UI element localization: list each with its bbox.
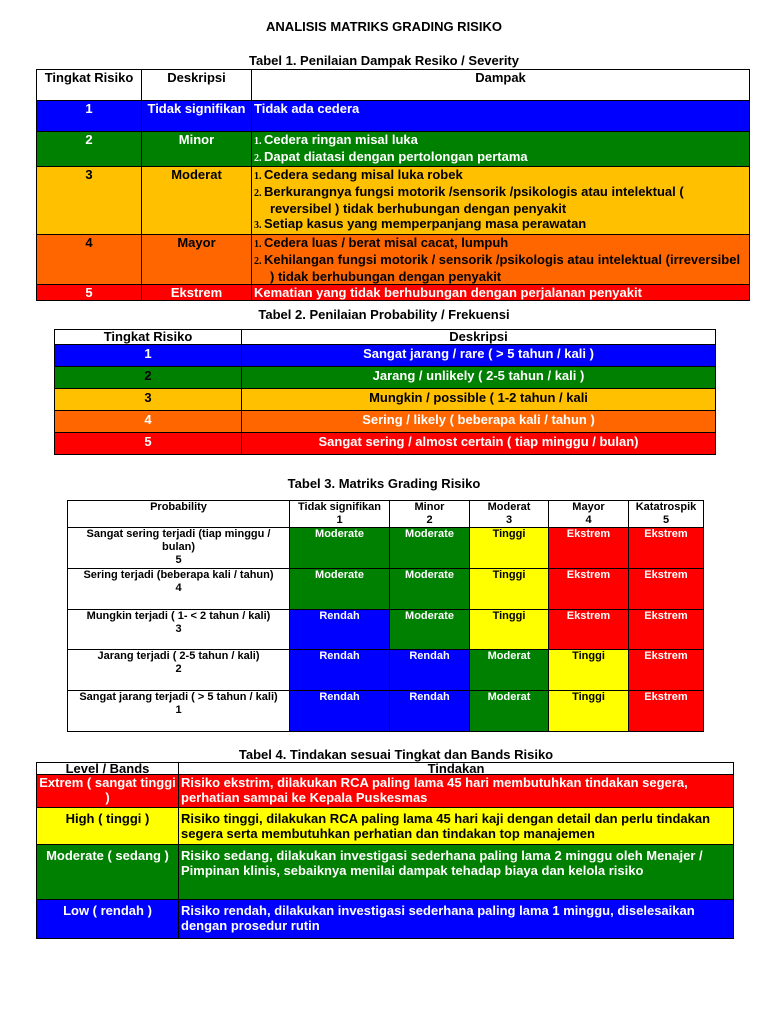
matrix-row <box>68 691 704 732</box>
matrix-cell: Tinggi <box>549 691 629 732</box>
t2-row <box>55 345 716 367</box>
matrix-cell: Moderat <box>470 691 549 732</box>
t1-impact: Tidak ada cedera <box>252 101 750 132</box>
matrix-cell: Rendah <box>290 691 390 732</box>
matrix-cell: Moderate <box>390 610 470 650</box>
matrix-cell: Tinggi <box>470 610 549 650</box>
t2-row <box>55 367 716 389</box>
t4-level: Extrem ( sangat tinggi ) <box>37 775 179 808</box>
matrix-row <box>68 650 704 691</box>
matrix-col-header <box>629 501 704 528</box>
matrix-col-num: 3 <box>505 514 513 526</box>
matrix-cell: Moderat <box>470 650 549 691</box>
matrix-row-label <box>68 691 290 732</box>
document-title: ANALISIS MATRIKS GRADING RISIKO <box>266 19 502 34</box>
t1-desc: Moderat <box>142 167 252 235</box>
matrix-row-num: 3 <box>175 623 182 635</box>
t1-level: 2 <box>37 132 142 167</box>
matrix-cell: Rendah <box>390 691 470 732</box>
matrix-row-text: Mungkin terjadi ( 1- < 2 tahun / kali) <box>86 610 271 622</box>
t1-impact <box>252 132 750 167</box>
matrix-cell: Rendah <box>290 610 390 650</box>
matrix-cell: Ekstrem <box>629 610 704 650</box>
matrix-row <box>68 528 704 569</box>
t1-impact-item: Cedera ringan misal luka <box>264 132 418 147</box>
matrix-col-header <box>549 501 629 528</box>
matrix-row <box>68 569 704 610</box>
table3-caption: Tabel 3. Matriks Grading Risiko <box>287 476 481 491</box>
t4-level: Low ( rendah ) <box>37 900 179 939</box>
matrix-col-name: Tidak signifikan <box>298 501 381 513</box>
t1-desc: Ekstrem <box>142 285 252 301</box>
matrix-row-label <box>68 528 290 569</box>
t4-action: Risiko ekstrim, dilakukan RCA paling lama 45 hari membutuhkan tindakan segera, perhatian sampai ke Kepala Puskesmas <box>179 775 734 808</box>
t1-level: 1 <box>37 101 142 132</box>
t2-desc: Sering / likely ( beberapa kali / tahun ) <box>242 411 716 433</box>
t4-action: Risiko rendah, dilakukan investigasi sederhana paling lama 1 minggu, diselesaikan dengan prosedur rutin <box>179 900 734 939</box>
matrix-cell: Moderate <box>390 528 470 569</box>
t1-desc: Minor <box>142 132 252 167</box>
t1-impact <box>252 167 750 235</box>
t4-level: Moderate ( sedang ) <box>37 845 179 900</box>
matrix-col-header <box>470 501 549 528</box>
matrix-row-num: 2 <box>175 663 182 675</box>
matrix-row <box>68 610 704 650</box>
t1-level: 3 <box>37 167 142 235</box>
t2-header-desc: Deskripsi <box>242 330 716 345</box>
matrix-col-header <box>390 501 470 528</box>
t1-impact-item: Berkurangnya fungsi motorik /sensorik /psikologis atau intelektual ( reversibel ) tidak berhubungan dengan penyakit <box>264 184 684 216</box>
matrix-col-name: Moderat <box>487 501 531 513</box>
t2-level: 1 <box>55 345 242 367</box>
severity-table <box>36 69 750 301</box>
table4-caption: Tabel 4. Tindakan sesuai Tingkat dan Bands Risiko <box>238 747 554 762</box>
matrix-col-num: 2 <box>426 514 433 526</box>
matrix-row-text: Sangat jarang terjadi ( > 5 tahun / kali) <box>79 691 278 703</box>
matrix-row-text: Jarang terjadi ( 2-5 tahun / kali) <box>97 650 260 662</box>
t1-level: 5 <box>37 285 142 301</box>
t2-header-level: Tingkat Risiko <box>55 330 242 345</box>
matrix-cell: Ekstrem <box>629 691 704 732</box>
t1-impact-item: Dapat diatasi dengan pertolongan pertama <box>264 149 528 164</box>
matrix-row-label <box>68 569 290 610</box>
grading-matrix <box>67 500 704 732</box>
t1-impact-item: Kehilangan fungsi motorik / sensorik /psikologis atau intelektual (irreversibel ) tidak berhubungan dengan penyakit <box>264 252 741 284</box>
matrix-row-num: 5 <box>175 554 182 566</box>
matrix-cell: Moderate <box>290 569 390 610</box>
t2-desc: Sangat jarang / rare ( > 5 tahun / kali ) <box>242 345 716 367</box>
t1-desc: Tidak signifikan <box>142 101 252 132</box>
t2-desc: Sangat sering / almost certain ( tiap minggu / bulan) <box>242 433 716 455</box>
matrix-cell: Ekstrem <box>629 650 704 691</box>
t4-header-action: Tindakan <box>179 763 734 775</box>
actions-table <box>36 762 734 939</box>
matrix-cell: Moderate <box>390 569 470 610</box>
matrix-cell: Ekstrem <box>549 610 629 650</box>
t4-action: Risiko tinggi, dilakukan RCA paling lama 45 hari kaji dengan detail dan perlu tindakan segera serta membutuhkan perhatian dan tindakan top manajemen <box>179 808 734 845</box>
matrix-col-num: 1 <box>336 514 343 526</box>
t2-level: 5 <box>55 433 242 455</box>
t2-level: 4 <box>55 411 242 433</box>
table1-caption: Tabel 1. Penilaian Dampak Resiko / Severity <box>249 53 519 68</box>
t1-impact <box>252 235 750 285</box>
t2-desc: Jarang / unlikely ( 2-5 tahun / kali ) <box>242 367 716 389</box>
t1-row <box>37 132 750 167</box>
matrix-cell: Ekstrem <box>549 528 629 569</box>
t1-impact: Kematian yang tidak berhubungan dengan perjalanan penyakit <box>252 285 750 301</box>
matrix-corner: Probability <box>68 501 290 528</box>
t1-header-desc: Deskripsi <box>142 70 252 101</box>
t1-header-level: Tingkat Risiko <box>37 70 142 101</box>
t4-action: Risiko sedang, dilakukan investigasi sederhana paling lama 2 minggu oleh Menajer / Pimpinan klinis, sebaiknya menilai dampak tehadap biaya dan kelola risiko <box>179 845 734 900</box>
matrix-cell: Moderate <box>290 528 390 569</box>
matrix-row-num: 4 <box>175 582 182 594</box>
matrix-row-num: 1 <box>175 704 182 716</box>
matrix-row-text: Sangat sering terjadi (tiap minggu / bulan) <box>86 528 271 553</box>
t1-level: 4 <box>37 235 142 285</box>
matrix-col-num: 4 <box>585 514 592 526</box>
t4-row <box>37 808 734 845</box>
matrix-cell: Tinggi <box>470 569 549 610</box>
t1-impact-item: Cedera sedang misal luka robek <box>264 167 463 182</box>
matrix-cell: Tinggi <box>549 650 629 691</box>
t1-impact-item: Cedera luas / berat misal cacat, lumpuh <box>264 235 509 250</box>
t1-row <box>37 235 750 285</box>
matrix-cell: Ekstrem <box>629 528 704 569</box>
matrix-col-name: Katatrospik <box>635 501 697 513</box>
t4-row <box>37 775 734 808</box>
t1-impact-item: Setiap kasus yang memperpanjang masa perawatan <box>264 216 587 231</box>
t2-row <box>55 411 716 433</box>
t4-level: High ( tinggi ) <box>37 808 179 845</box>
t1-header-impact: Dampak <box>252 70 750 101</box>
matrix-cell: Tinggi <box>470 528 549 569</box>
matrix-col-header <box>290 501 390 528</box>
matrix-row-text: Sering terjadi (beberapa kali / tahun) <box>83 569 274 581</box>
t1-row <box>37 167 750 235</box>
matrix-row-label <box>68 610 290 650</box>
t2-level: 2 <box>55 367 242 389</box>
matrix-col-num: 5 <box>662 514 670 526</box>
matrix-col-name: Mayor <box>572 501 605 513</box>
t1-row <box>37 285 750 301</box>
t4-row <box>37 845 734 900</box>
matrix-cell: Rendah <box>290 650 390 691</box>
matrix-col-name: Minor <box>414 501 445 513</box>
t1-desc: Mayor <box>142 235 252 285</box>
t4-row <box>37 900 734 939</box>
t1-row <box>37 101 750 132</box>
table2-caption: Tabel 2. Penilaian Probability / Frekuensi <box>258 307 510 322</box>
t4-header-level: Level / Bands <box>37 763 179 775</box>
probability-table <box>54 329 716 455</box>
t2-row <box>55 433 716 455</box>
t2-desc: Mungkin / possible ( 1-2 tahun / kali <box>242 389 716 411</box>
matrix-row-label <box>68 650 290 691</box>
t2-row <box>55 389 716 411</box>
matrix-cell: Ekstrem <box>549 569 629 610</box>
matrix-cell: Ekstrem <box>629 569 704 610</box>
t2-level: 3 <box>55 389 242 411</box>
matrix-cell: Rendah <box>390 650 470 691</box>
